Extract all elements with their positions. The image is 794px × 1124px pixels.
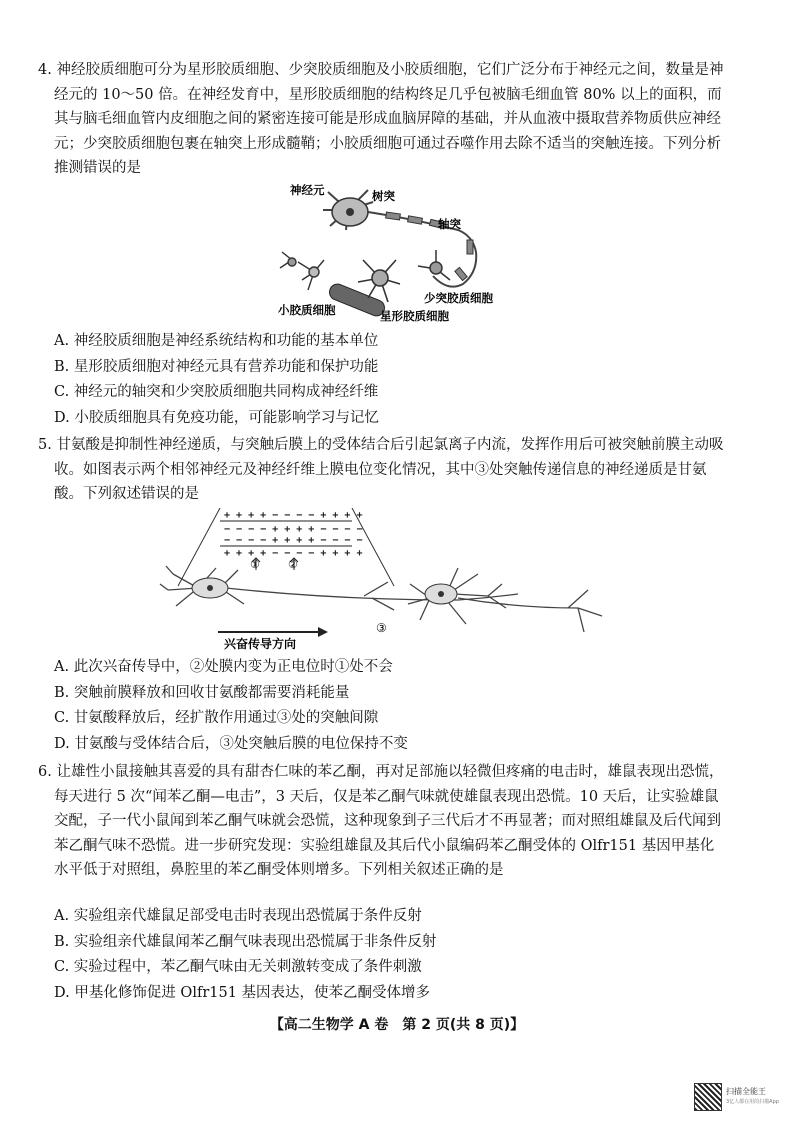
q4-option-d[interactable]: D. 小胶质细胞具有免疫功能，可能影响学习与记忆 xyxy=(54,409,379,426)
scanner-watermark xyxy=(694,1083,784,1111)
direction-label: 兴奋传导方向 xyxy=(224,637,297,650)
question-6-options xyxy=(38,904,728,1006)
label-neuron: 神经元 xyxy=(290,183,325,197)
q4-option-a[interactable]: A. 神经胶质细胞是神经系统结构和功能的基本单位 xyxy=(54,333,379,349)
question-5-options xyxy=(38,655,728,757)
q5-option-c[interactable]: C. 甘氨酸释放后，经扩散作用通过③处的突触间隙 xyxy=(54,710,379,726)
membrane-charge-mid2: − − − − + + + + − − − − xyxy=(224,535,363,546)
q5-option-a[interactable]: A. 此次兴奋传导中，②处膜内变为正电位时①处不会 xyxy=(54,659,393,675)
membrane-charge-bottom: + + + + − − − − + + + + xyxy=(224,548,363,559)
scanner-tagline: 3亿人都在用的扫描App xyxy=(726,1099,779,1105)
qr-code-icon xyxy=(694,1083,722,1111)
label-astrocyte: 星形胶质细胞 xyxy=(380,309,449,323)
q6-option-d[interactable]: D. 甲基化修饰促进 Olfr151 基因表达，使苯乙酮受体增多 xyxy=(54,984,431,1001)
question-5-stem: 5. 甘氨酸是抑制性神经递质，与突触后膜上的受体结合后引起氯离子内流，发挥作用后可被突触前膜主动吸收。如图表示两个相邻神经元及神经纤维上膜电位变化情况，其中③处突触传递信息的神经递质是甘氨酸。下列叙述错误的是 xyxy=(38,437,724,502)
question-4 xyxy=(38,58,728,181)
page-footer: 【高二生物学 A 卷 第 2 页(共 8 页)】 xyxy=(269,1017,525,1033)
label-microglia: 小胶质细胞 xyxy=(278,303,336,317)
mark-2: ② xyxy=(288,558,298,571)
microglia-drawing xyxy=(280,252,324,290)
q6-option-c[interactable]: C. 实验过程中，苯乙酮气味由无关刺激转变成了条件刺激 xyxy=(54,959,422,975)
mark-1: ① xyxy=(250,558,260,571)
q4-option-b[interactable]: B. 星形胶质细胞对神经元具有营养功能和保护功能 xyxy=(54,358,379,375)
question-4-options xyxy=(38,329,728,431)
glial-cell-figure xyxy=(268,180,508,326)
label-axon: 轴突 xyxy=(438,217,461,231)
label-dendrite: 树突 xyxy=(372,189,395,203)
question-5 xyxy=(38,433,728,507)
label-oligodendrocyte: 少突胶质细胞 xyxy=(424,291,493,305)
membrane-charge-mid1: − − − − + + + + − − − − xyxy=(224,524,363,535)
membrane-charge-top: + + + + − − − − + + + + xyxy=(224,510,363,521)
question-6 xyxy=(38,760,728,883)
question-6-stem: 6. 让雄性小鼠接触其喜爱的具有甜杏仁味的苯乙酮，再对足部施以轻微但疼痛的电击时，雄鼠表现出恐慌，每天进行 5 次“闻苯乙酮—电击”，3 天后，仅是苯乙酮气味就使雄鼠表现出恐慌。10 天后，让实验雄鼠交配，子一代小鼠闻到苯乙酮气味就会恐慌，这种现象到子三代后才不再显著；而对照组雄鼠及后代闻到苯乙酮气味不恐慌。进一步研究发现：实验组雄鼠及其后代小鼠编码苯乙酮受体的 Olfr151 基因甲基化水平低于对照组，鼻腔里的苯乙酮受体则增多。下列相关叙述正确的是 xyxy=(38,764,724,878)
q5-option-b[interactable]: B. 突触前膜释放和回收甘氨酸都需要消耗能量 xyxy=(54,684,350,701)
synapse-figure xyxy=(158,508,628,650)
q6-option-b[interactable]: B. 实验组亲代雄鼠闻苯乙酮气味表现出恐慌属于非条件反射 xyxy=(54,933,437,950)
mark-3: ③ xyxy=(376,621,387,635)
question-4-stem: 4. 神经胶质细胞可分为星形胶质细胞、少突胶质细胞及小胶质细胞，它们广泛分布于神经元之间，数量是神经元的 10～50 倍。在神经发育中，星形胶质细胞的结构终足几乎包被脑毛细血管 80% 以上的面积，而其与脑毛细血管内皮细胞之间的紧密连接可能是形成血脑屏障的基础，并从血液中摄取营养物质供应神经元；少突胶质细胞包裹在轴突上形成髓鞘；小胶质细胞可通过吞噬作用去除不适当的突触连接。下列分析推测错误的是 xyxy=(38,62,724,176)
q4-option-c[interactable]: C. 神经元的轴突和少突胶质细胞共同构成神经纤维 xyxy=(54,384,379,400)
oligodendrocyte-drawing xyxy=(418,250,450,280)
scanner-brand: 扫描全能王 xyxy=(726,1087,766,1096)
q6-option-a[interactable]: A. 实验组亲代雄鼠足部受电击时表现出恐慌属于条件反射 xyxy=(54,908,422,924)
q5-option-d[interactable]: D. 甘氨酸与受体结合后，③处突触后膜的电位保持不变 xyxy=(54,735,408,752)
